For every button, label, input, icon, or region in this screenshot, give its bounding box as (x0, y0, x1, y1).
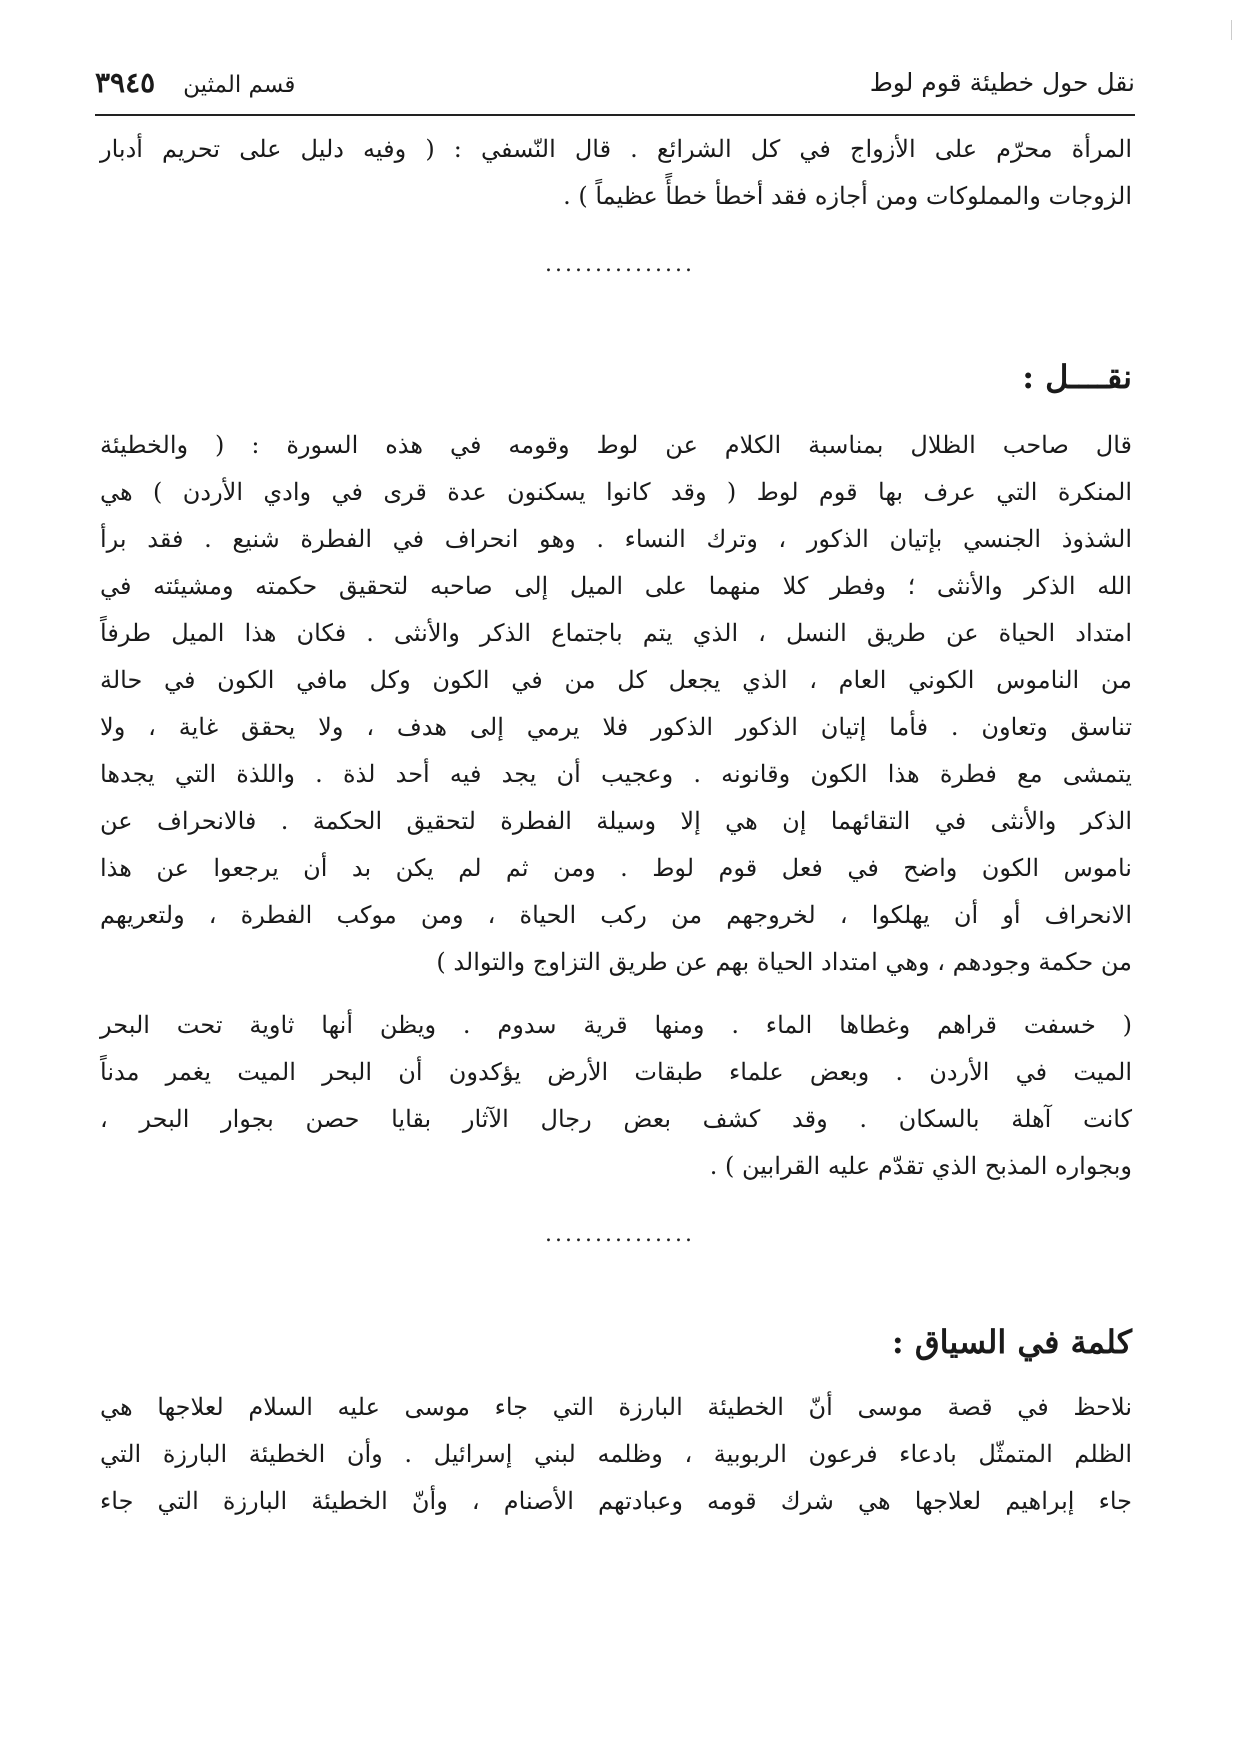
text-line: الله الذكر والأنثى ؛ وفطر كلا منهما على الميل إلى صاحبه لتحقيق حكمته ومشيئته في (100, 572, 1132, 600)
page-header (95, 66, 1135, 110)
text-line: ناموس الكون واضح في فعل قوم لوط . ومن ثم لم يكن بد أن يرجعوا عن هذا (100, 854, 1132, 882)
text-line: الميت في الأردن . وبعض علماء طبقات الأرض يؤكدون أن البحر الميت يغمر مدناً (100, 1058, 1132, 1086)
paragraph-4 (100, 1384, 1132, 1525)
text-line: المنكرة التي عرف بها قوم لوط ( وقد كانوا يسكنون عدة قرى في وادي الأردن ) هي (100, 478, 1132, 506)
paragraph-3 (100, 1002, 1132, 1190)
separator-dots: ............... (545, 1222, 695, 1247)
section-heading-naql: نقــــل : (1022, 358, 1132, 396)
text-line: وبجواره المذبح الذي تقدّم عليه القرابين ) . (709, 1152, 1132, 1180)
text-line: الظلم المتمثّل بادعاء فرعون الربوبية ، وظلمه لبني إسرائيل . وأن الخطيئة البارزة التي (100, 1440, 1132, 1468)
running-title: نقل حول خطيئة قوم لوط (869, 68, 1135, 97)
separator-dots: ............... (545, 252, 695, 277)
page-number: ٣٩٤٥ (95, 66, 156, 99)
text-line: جاء إبراهيم لعلاجها هي شرك قومه وعبادتهم الأصنام ، وأنّ الخطيئة البارزة التي جاء (100, 1487, 1132, 1515)
paragraph-2 (100, 422, 1132, 986)
text-line: الشذوذ الجنسي بإتيان الذكور ، وترك النساء . وهو انحراف في الفطرة شنيع . فقد برأ (100, 525, 1132, 553)
text-line: تناسق وتعاون . فأما إتيان الذكور الذكور فلا يرمي إلى هدف ، ولا يحقق غاية ، ولا (100, 713, 1132, 741)
text-line: ( خسفت قراهم وغطاها الماء . ومنها قرية سدوم . ويظن أنها ثاوية تحت البحر (100, 1011, 1132, 1039)
text-line: من الناموس الكوني العام ، الذي يجعل كل من في الكون وكل مافي الكون في حالة (100, 666, 1132, 694)
text-line: الانحراف أو أن يهلكوا ، لخروجهم من ركب الحياة ، ومن موكب الفطرة ، ولتعريهم (100, 901, 1132, 929)
section-name: قسم المثين (183, 72, 296, 98)
section-heading-context: كلمة في السياق : (891, 1323, 1132, 1361)
paragraph-1 (100, 126, 1132, 220)
text-line: امتداد الحياة عن طريق النسل ، الذي يتم باجتماع الذكر والأنثى . فكان هذا الميل طرفاً (100, 619, 1132, 647)
page-edge-mark (1231, 20, 1232, 40)
text-line: يتمشى مع فطرة هذا الكون وقانونه . وعجيب أن يجد فيه أحد لذة . واللذة التي يجدها (100, 760, 1132, 788)
text-line: كانت آهلة بالسكان . وقد كشف بعض رجال الآثار بقايا حصن بجوار البحر ، (100, 1105, 1132, 1133)
text-line: المرأة محرّم على الأزواج في كل الشرائع . قال النّسفي : ( وفيه دليل على تحريم أدبار (100, 135, 1132, 163)
text-line: نلاحظ في قصة موسى أنّ الخطيئة البارزة التي جاء موسى عليه السلام لعلاجها هي (100, 1393, 1133, 1421)
header-rule (95, 114, 1135, 116)
text-line: الزوجات والمملوكات ومن أجازه فقد أخطأ خطأً عظيماً ) . (563, 182, 1132, 210)
text-line: الذكر والأنثى في التقائهما إن هي إلا وسيلة الفطرة لتحقيق الحكمة . فالانحراف عن (100, 807, 1132, 835)
text-line: من حكمة وجودهم ، وهي امتداد الحياة بهم عن طريق التزاوج والتوالد ) (436, 948, 1132, 976)
text-line: قال صاحب الظلال بمناسبة الكلام عن لوط وقومه في هذه السورة : ( والخطيئة (100, 431, 1132, 459)
header-page-info (95, 66, 295, 99)
